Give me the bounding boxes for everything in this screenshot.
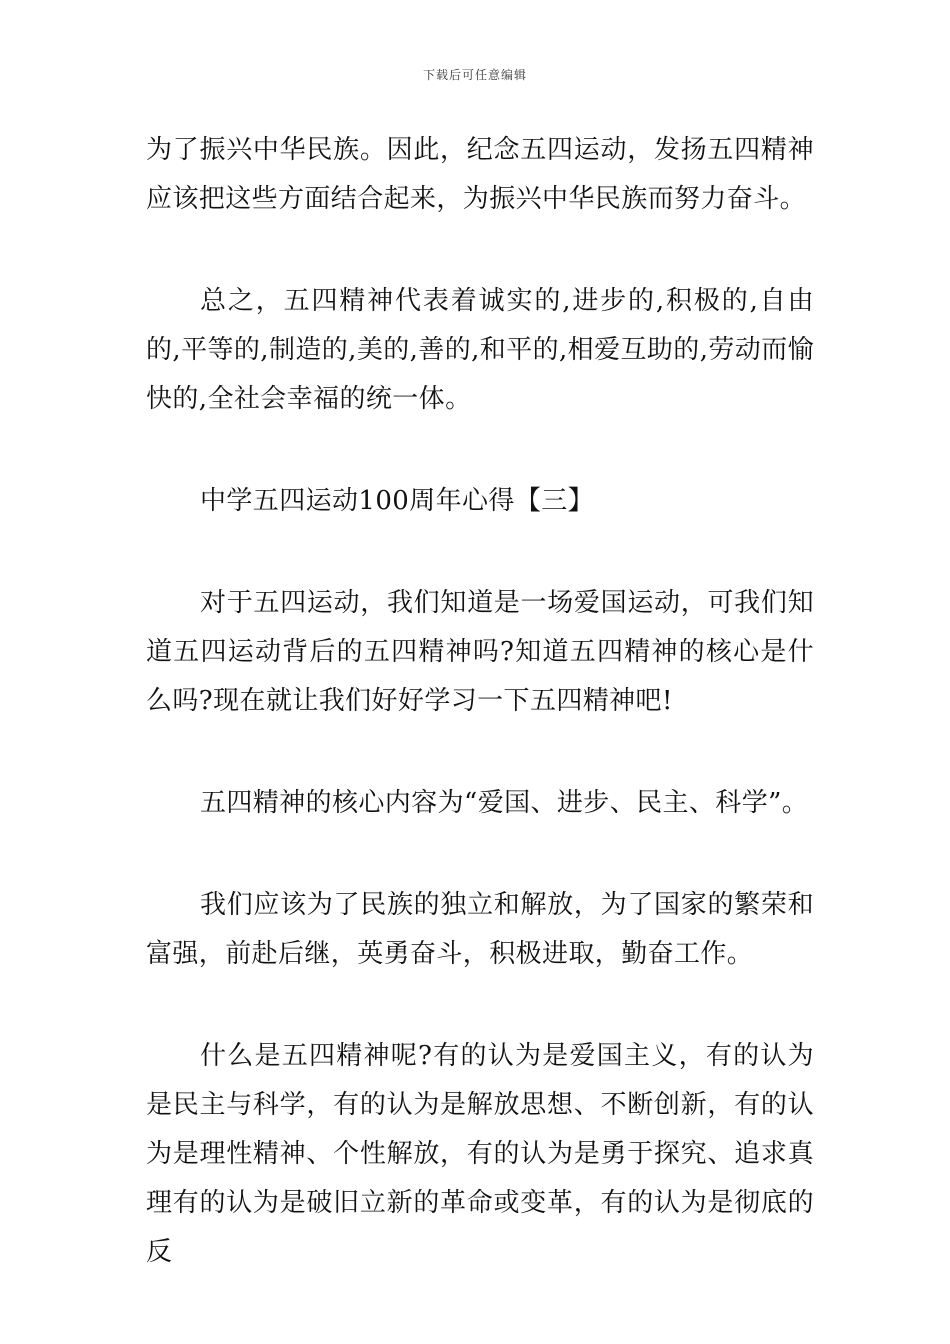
document-body	[146, 126, 814, 1277]
paragraph-core-content: 五四精神的核心内容为“爱国、进步、民主、科学”。	[200, 788, 809, 818]
paragraph-continuation: 为了振兴中华民族。因此，纪念五四运动，发扬五四精神应该把这些方面结合起来，为振兴中华民族而努力奋斗。	[146, 135, 814, 214]
paragraph-definition: 什么是五四精神呢?有的认为是爱国主义，有的认为是民主与科学，有的认为是解放思想、不断创新，有的认为是理性精神、个性解放，有的认为是勇于探究、追求真理有的认为是破旧立新的革命或变革，有的认为是彻底的反	[146, 1041, 814, 1267]
section-heading: 中学五四运动100周年心得【三】	[200, 486, 595, 516]
page-header-note: 下载后可任意编辑	[422, 68, 527, 82]
paragraph-duty: 我们应该为了民族的独立和解放，为了国家的繁荣和富强，前赴后继，英勇奋斗，积极进取，勤奋工作。	[146, 890, 814, 969]
paragraph-summary: 总之，五四精神代表着诚实的,进步的,积极的,自由的,平等的,制造的,美的,善的,和平的,相爱互助的,劳动而愉快的,全社会幸福的统一体。	[146, 286, 814, 414]
paragraph-intro: 对于五四运动，我们知道是一场爱国运动，可我们知道五四运动背后的五四精神吗?知道五四精神的核心是什么吗?现在就让我们好好学习一下五四精神吧!	[146, 588, 814, 716]
